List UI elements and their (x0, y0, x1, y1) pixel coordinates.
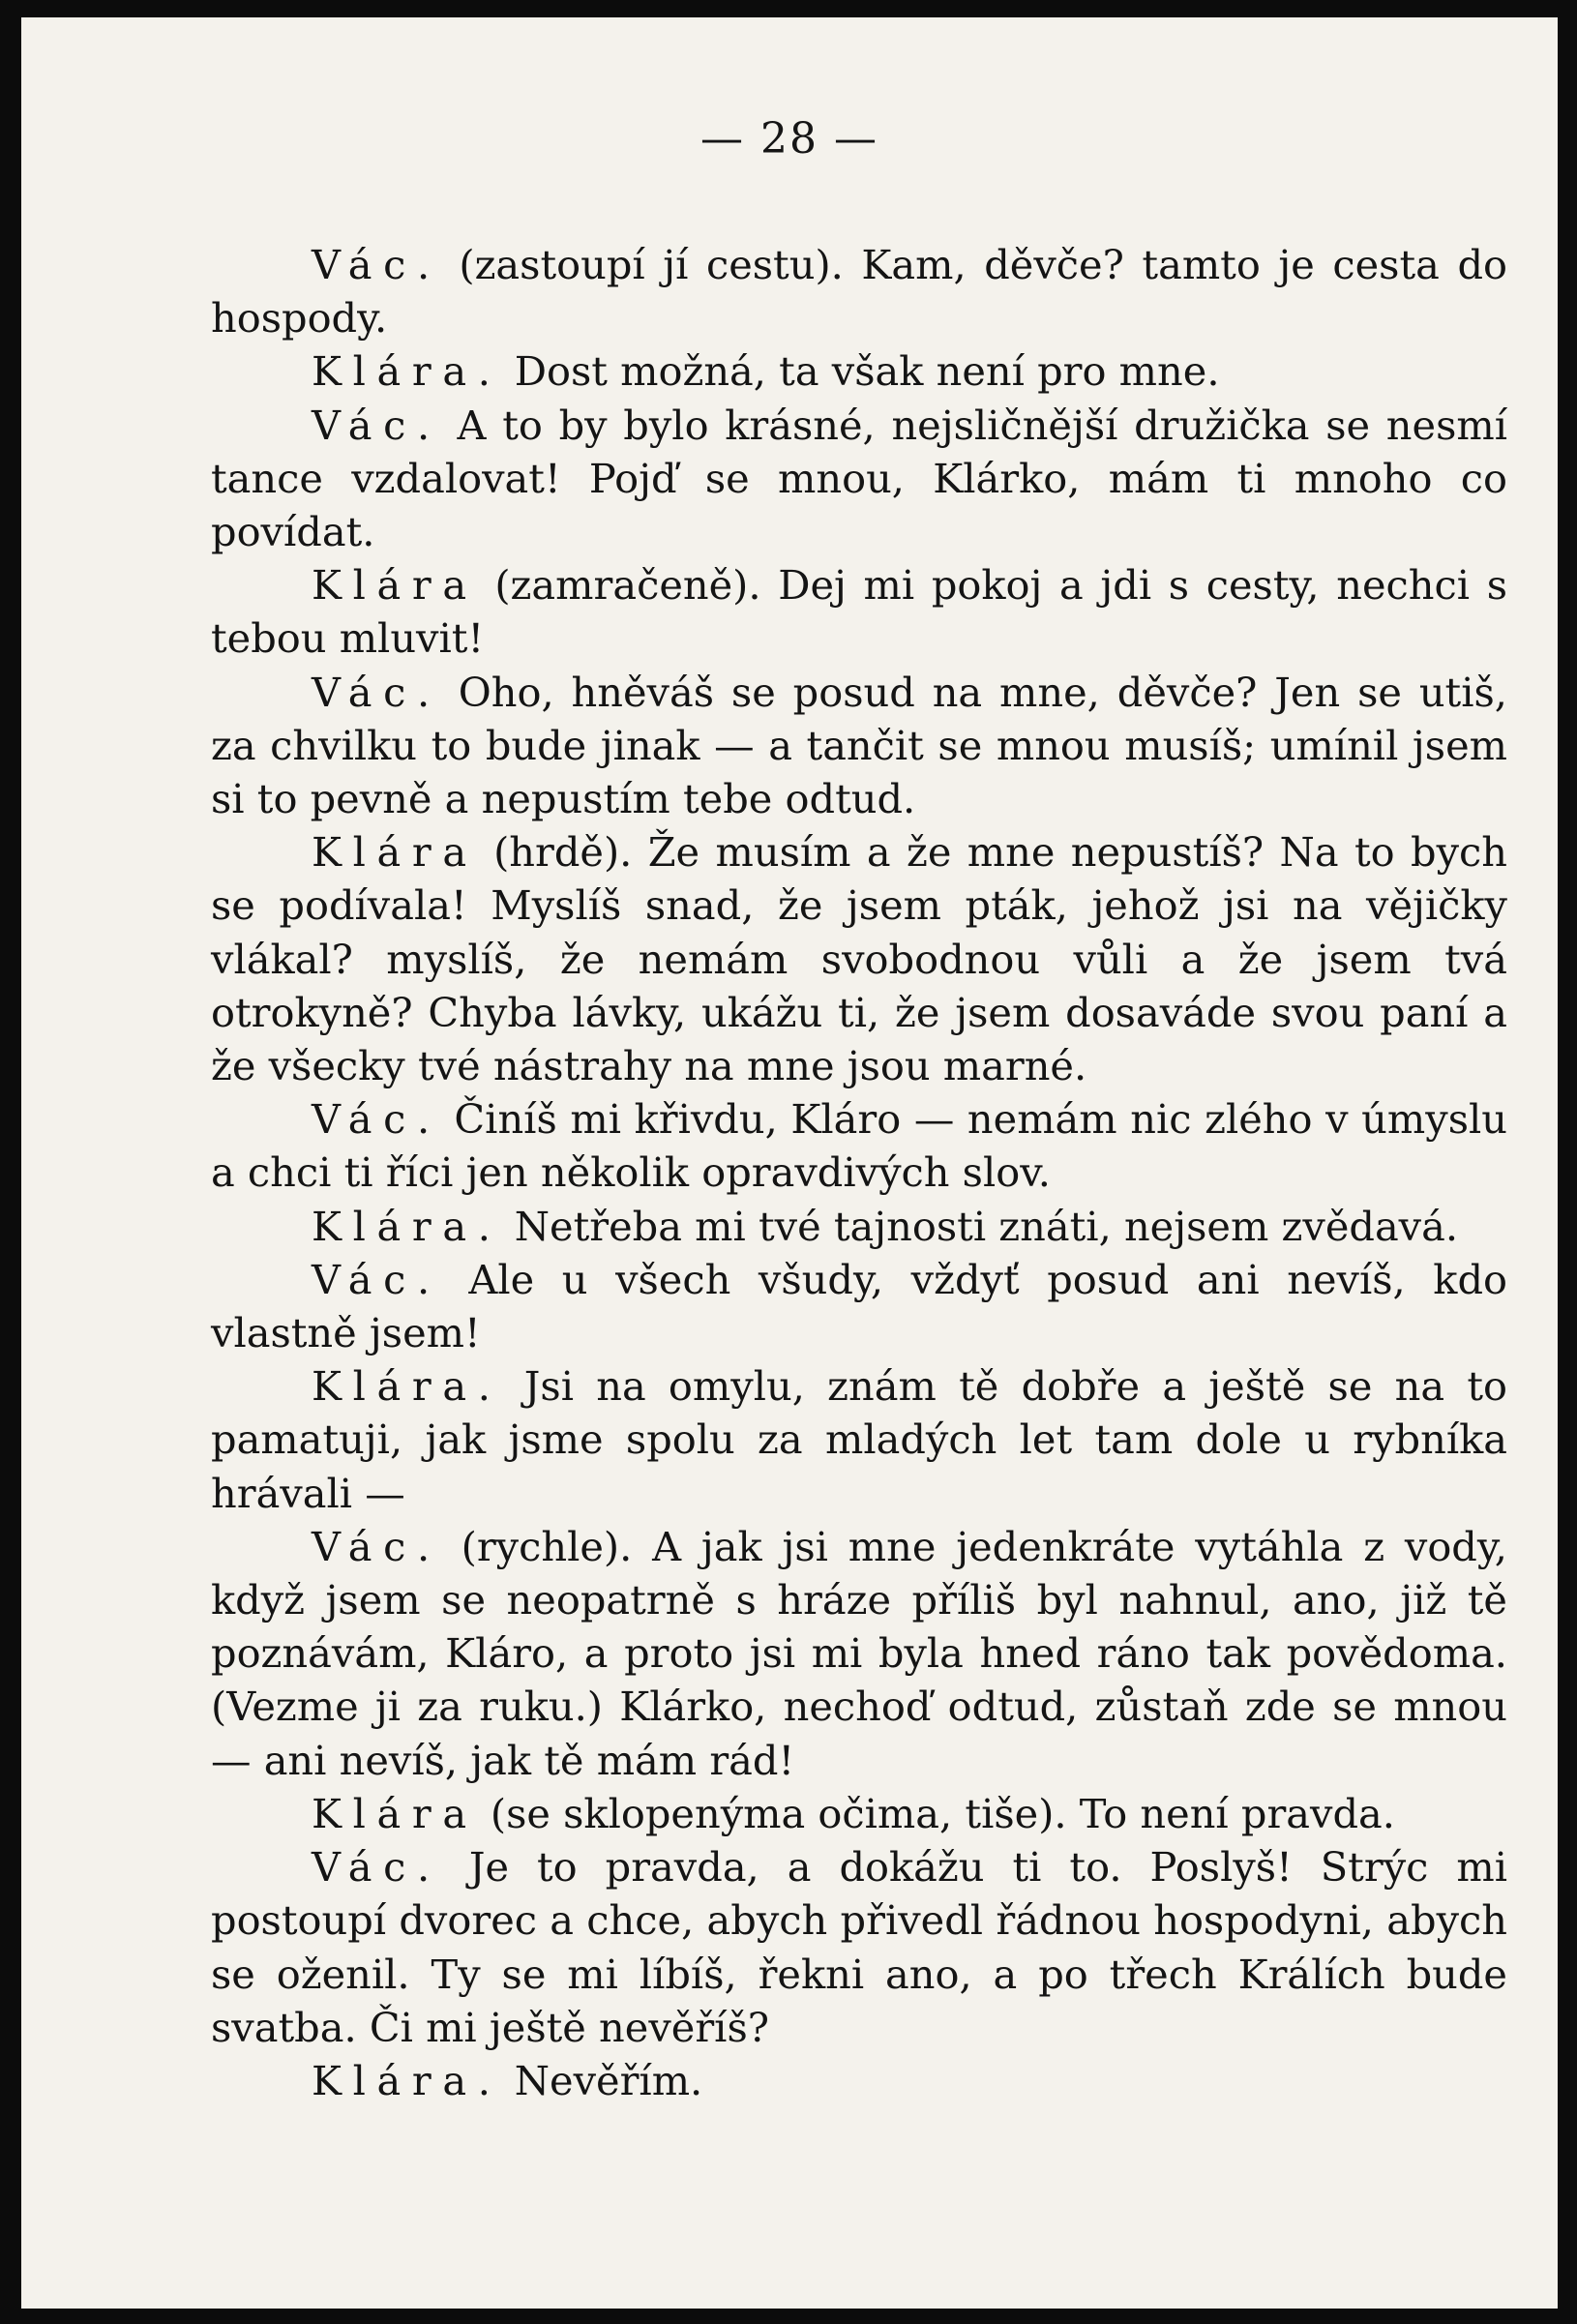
dialogue-line: A to by bylo krásné, nejsličnější družička se nesmí tance vzdalovat! Pojď se mnou, Klárko, mám ti mnoho co povídat. (211, 401, 1507, 556)
speaker-name: Klára (312, 1789, 478, 1837)
dialogue-text (211, 238, 1507, 2107)
speaker-name: Klára. (312, 1362, 502, 1411)
speaker-name: Vác. (312, 1095, 441, 1144)
dialogue-line: Je to pravda, a dokážu ti to. Poslyš! Strýc mi postoupí dvorec a chce, abych přivedl řádnou hospodyni, abych se oženil. Ty se mi líbíš, řekni ano, a po třech Králích bude svatba. Či mi ještě nevěříš? (211, 1843, 1507, 2051)
dialogue-paragraph (211, 1840, 1507, 2054)
speaker-name: Vác. (312, 668, 441, 716)
dialogue-line: Netřeba mi tvé tajnosti znáti, nejsem zvědavá. (501, 1202, 1459, 1250)
dialogue-line: (rychle). A jak jsi mne jedenkráte vytáhla z vody, když jsem se neopatrně s hráze příliš byl nahnul, ano, již tě poznávám, Kláro, a proto jsi mi byla hned ráno tak povědoma. (Vezme ji za ruku.) Klárko, nechoď odtud, zůstaň zde se mnou — ani nevíš, jak tě mám rád! (211, 1522, 1507, 1784)
speaker-name: Vác. (312, 1522, 441, 1570)
speaker-name: Vác. (312, 401, 441, 449)
dialogue-paragraph (211, 1787, 1507, 1840)
dialogue-line: Dost možná, ta však není pro mne. (501, 347, 1220, 396)
speaker-name: Klára. (312, 347, 502, 396)
speaker-name: Vác. (312, 241, 441, 288)
speaker-name: Vác. (312, 1255, 441, 1303)
dialogue-line: (hrdě). Že musím a že mne nepustíš? Na to bych se podívala! Myslíš snad, že jsem pták, jehož jsi na vějičky vlákal? myslíš, že nemám svobodnou vůli a že jsem tvá otrokyně? Chyba lávky, ukážu ti, že jsem dosaváde svou paní a že všecky tvé nástrahy na mne jsou marné. (211, 828, 1507, 1090)
dialogue-paragraph (211, 1253, 1507, 1359)
speaker-name: Klára. (312, 2056, 502, 2104)
dialogue-paragraph (211, 238, 1507, 344)
dialogue-paragraph (211, 1200, 1507, 1253)
dialogue-line: (se sklopenýma očima, tiše). To není pravda. (477, 1789, 1395, 1837)
dialogue-paragraph (211, 399, 1507, 559)
dialogue-paragraph (211, 666, 1507, 826)
dialogue-paragraph (211, 1092, 1507, 1199)
dialogue-line: Oho, hněváš se posud na mne, děvče? Jen se utiš, za chvilku to bude jinak — a tančit se mnou musíš; umínil jsem si to pevně a nepustím tebe odtud. (211, 668, 1507, 823)
speaker-name: Klára. (312, 1202, 502, 1250)
book-page (21, 17, 1558, 2309)
dialogue-line: Nevěřím. (501, 2056, 703, 2104)
speaker-name: Klára (312, 561, 478, 610)
dialogue-line: (zamračeně). Dej mi pokoj a jdi s cesty, nechci s tebou mluvit! (211, 561, 1507, 663)
speaker-name: Klára (312, 828, 478, 877)
dialogue-line: Jsi na omylu, znám tě dobře a ještě se na to pamatuji, jak jsme spolu za mladých let tam dole u rybníka hrávali — (211, 1362, 1507, 1517)
dialogue-line: Činíš mi křivdu, Kláro — nemám nic zlého v úmyslu a chci ti říci jen několik opravdivých slov. (211, 1095, 1507, 1197)
page-number: — 28 — (700, 114, 878, 164)
dialogue-line: (zastoupí jí cestu). Kam, děvče? tamto je cesta do hospody. (211, 241, 1507, 343)
dialogue-paragraph (211, 1359, 1507, 1520)
dialogue-paragraph (211, 2054, 1507, 2107)
speaker-name: Vác. (312, 1843, 441, 1892)
dialogue-paragraph (211, 825, 1507, 1092)
dialogue-paragraph (211, 344, 1507, 398)
dialogue-paragraph (211, 558, 1507, 665)
dialogue-line: Ale u všech všudy, vždyť posud ani nevíš, kdo vlastně jsem! (211, 1255, 1507, 1357)
dialogue-paragraph (211, 1520, 1507, 1787)
